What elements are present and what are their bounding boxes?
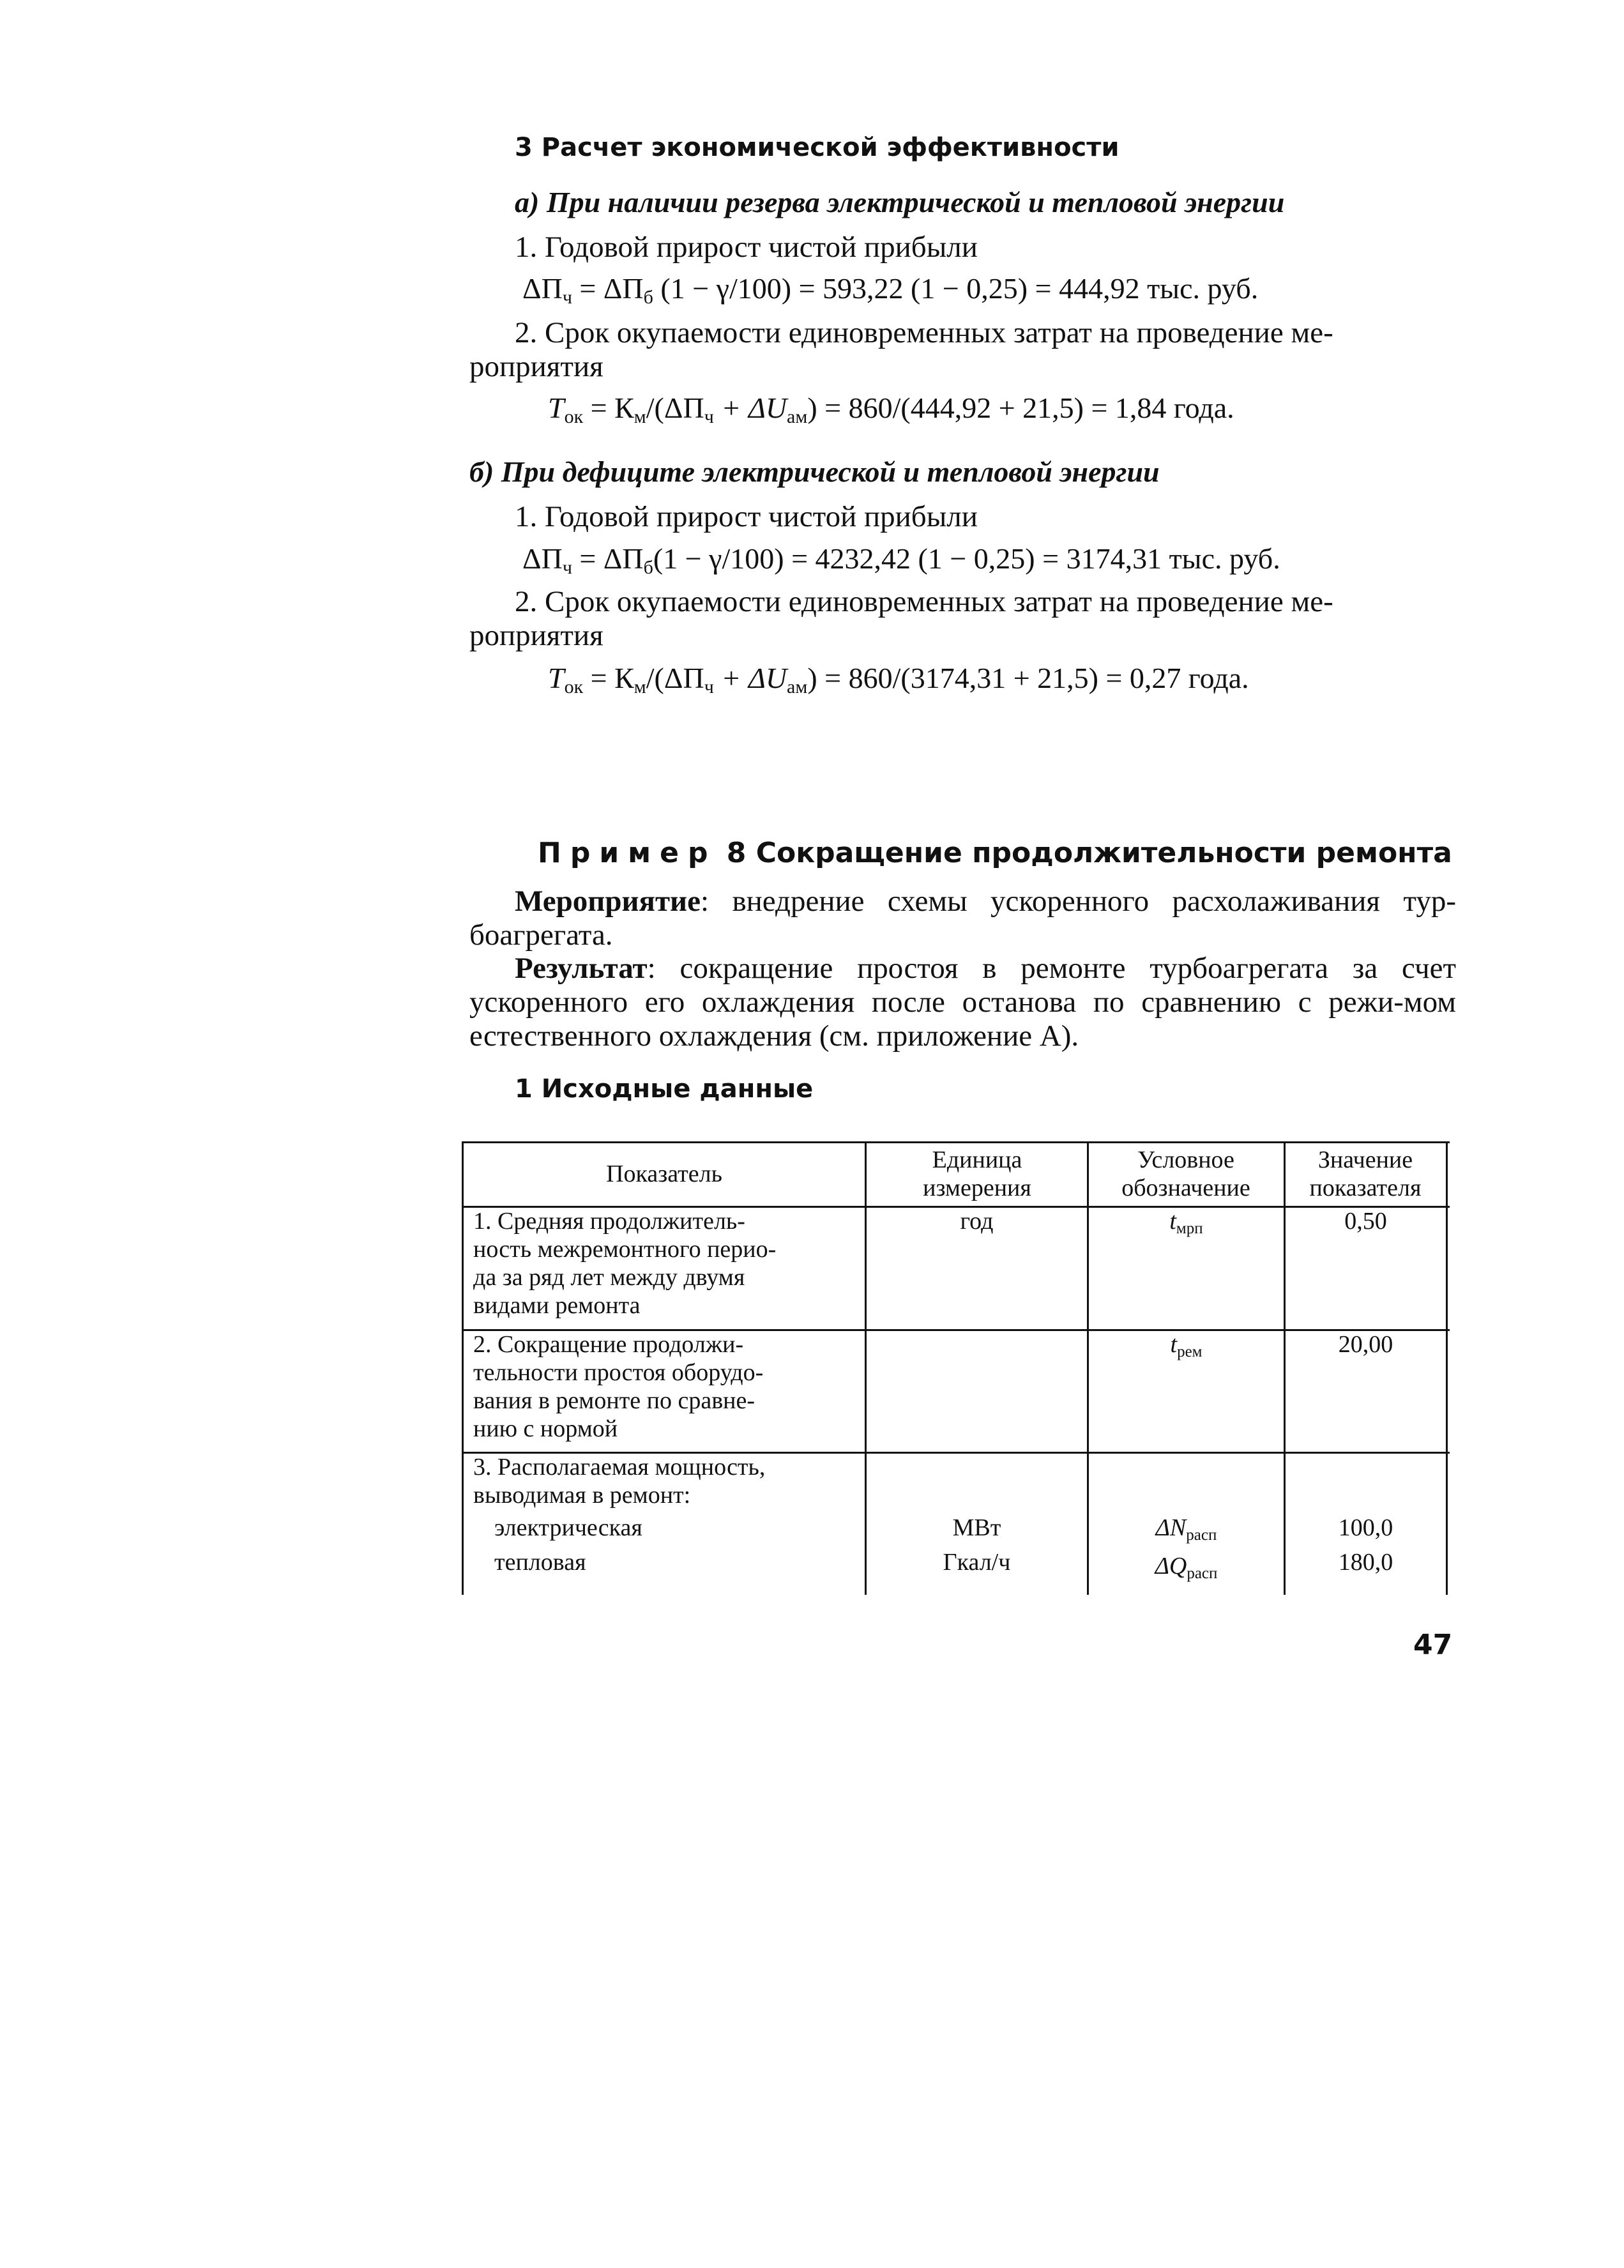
row3-heat-label: тепловая xyxy=(494,1549,586,1576)
case-a-item2-line1: 2. Срок окупаемости единовременных затрат на проведение ме- xyxy=(515,316,1333,349)
case-a-formula2: $T_{ок} = К_м/(\Delta П_ч + \Delta U_{ам}) = 860/(444,92 + 21,5) = 1,84$ года. xyxy=(548,392,1234,427)
row1-symbol: $t_{мрп}$ xyxy=(1169,1208,1203,1237)
source-data-heading: 1 Исходные данные xyxy=(515,1074,814,1104)
row3-heat-value: 180,0 xyxy=(1338,1549,1393,1576)
row1-value: 0,50 xyxy=(1344,1208,1387,1235)
row1-unit: год xyxy=(960,1208,994,1235)
table-col-line xyxy=(1446,1141,1448,1595)
section-heading: 3 Расчет экономической эффективности xyxy=(515,133,1119,162)
row2-value: 20,00 xyxy=(1338,1331,1393,1358)
row3-label: 3. Располагаемая мощность, выводимая в ремонт: xyxy=(473,1454,766,1509)
row3-heat-unit: Гкал/ч xyxy=(943,1549,1011,1576)
case-b-formula1: $\Delta П_ч = \Delta П_б(1 - \gamma/100) = 4232,42$ (1 − 0,25) = 3174,31 тыс. руб. xyxy=(522,542,1280,578)
case-b-item1: 1. Годовой прирост чистой прибыли xyxy=(515,500,978,533)
row1-label: 1. Средняя продолжитель- ность межремонтного перио- да за ряд лет между двумя видами ремонта xyxy=(473,1208,777,1319)
row3-electric-unit: МВт xyxy=(952,1514,1001,1541)
header-symbol: Условное обозначение xyxy=(1121,1146,1250,1201)
case-b-formula2: $T_{ок} = К_м/(\Delta П_ч + \Delta U_{ам}) = 860/(3174,31 + 21,5) = 0,27$ года. xyxy=(548,662,1249,697)
header-value: Значение показателя xyxy=(1309,1146,1422,1201)
case-b-item2-line2: роприятия xyxy=(469,619,603,652)
measure-paragraph: Мероприятие: внедрение схемы ускоренного расхолаживания тур-боагрегата. xyxy=(469,885,1456,952)
row3-electric-symbol: $\Delta N_{расп}$ xyxy=(1155,1514,1217,1544)
row2-label: 2. Сокращение продолжи- тельности простоя оборудо- вания в ремонте по сравне- нию с нормой xyxy=(473,1331,764,1442)
row3-electric-label: электрическая xyxy=(494,1514,642,1541)
result-paragraph: Результат: сокращение простоя в ремонте турбоагрегата за счет ускоренного его охлаждения после останова по сравнению с режи-мом естественного охлаждения (см. приложение А). xyxy=(469,952,1456,1053)
row2-symbol: $t_{рем}$ xyxy=(1170,1331,1203,1360)
case-a-item1: 1. Годовой прирост чистой прибыли xyxy=(515,231,978,264)
table-col-line xyxy=(462,1141,464,1595)
row3-electric-value: 100,0 xyxy=(1338,1514,1393,1541)
case-a-formula1: $\Delta П_ч = \Delta П_б$ (1 − γ/100) = 593,22 (1 − 0,25) = 444,92 тыс. руб. xyxy=(522,272,1259,308)
case-a-item2-line2: роприятия xyxy=(469,350,603,383)
page-number: 47 xyxy=(1413,1629,1453,1661)
case-b-item2-line1: 2. Срок окупаемости единовременных затрат на проведение ме- xyxy=(515,585,1333,618)
example-title: Пример 8 Сокращение продолжительности ремонта xyxy=(538,837,1452,869)
table-border-top xyxy=(462,1141,1450,1143)
case-a-title: а) При наличии резерва электрической и тепловой энергии xyxy=(515,186,1285,218)
header-indicator: Показатель xyxy=(606,1161,722,1187)
row3-heat-symbol: $\Delta Q_{расп}$ xyxy=(1155,1553,1218,1582)
header-unit: Единица измерения xyxy=(923,1146,1031,1201)
case-b-title: б) При дефиците электрической и тепловой энергии xyxy=(469,455,1160,488)
